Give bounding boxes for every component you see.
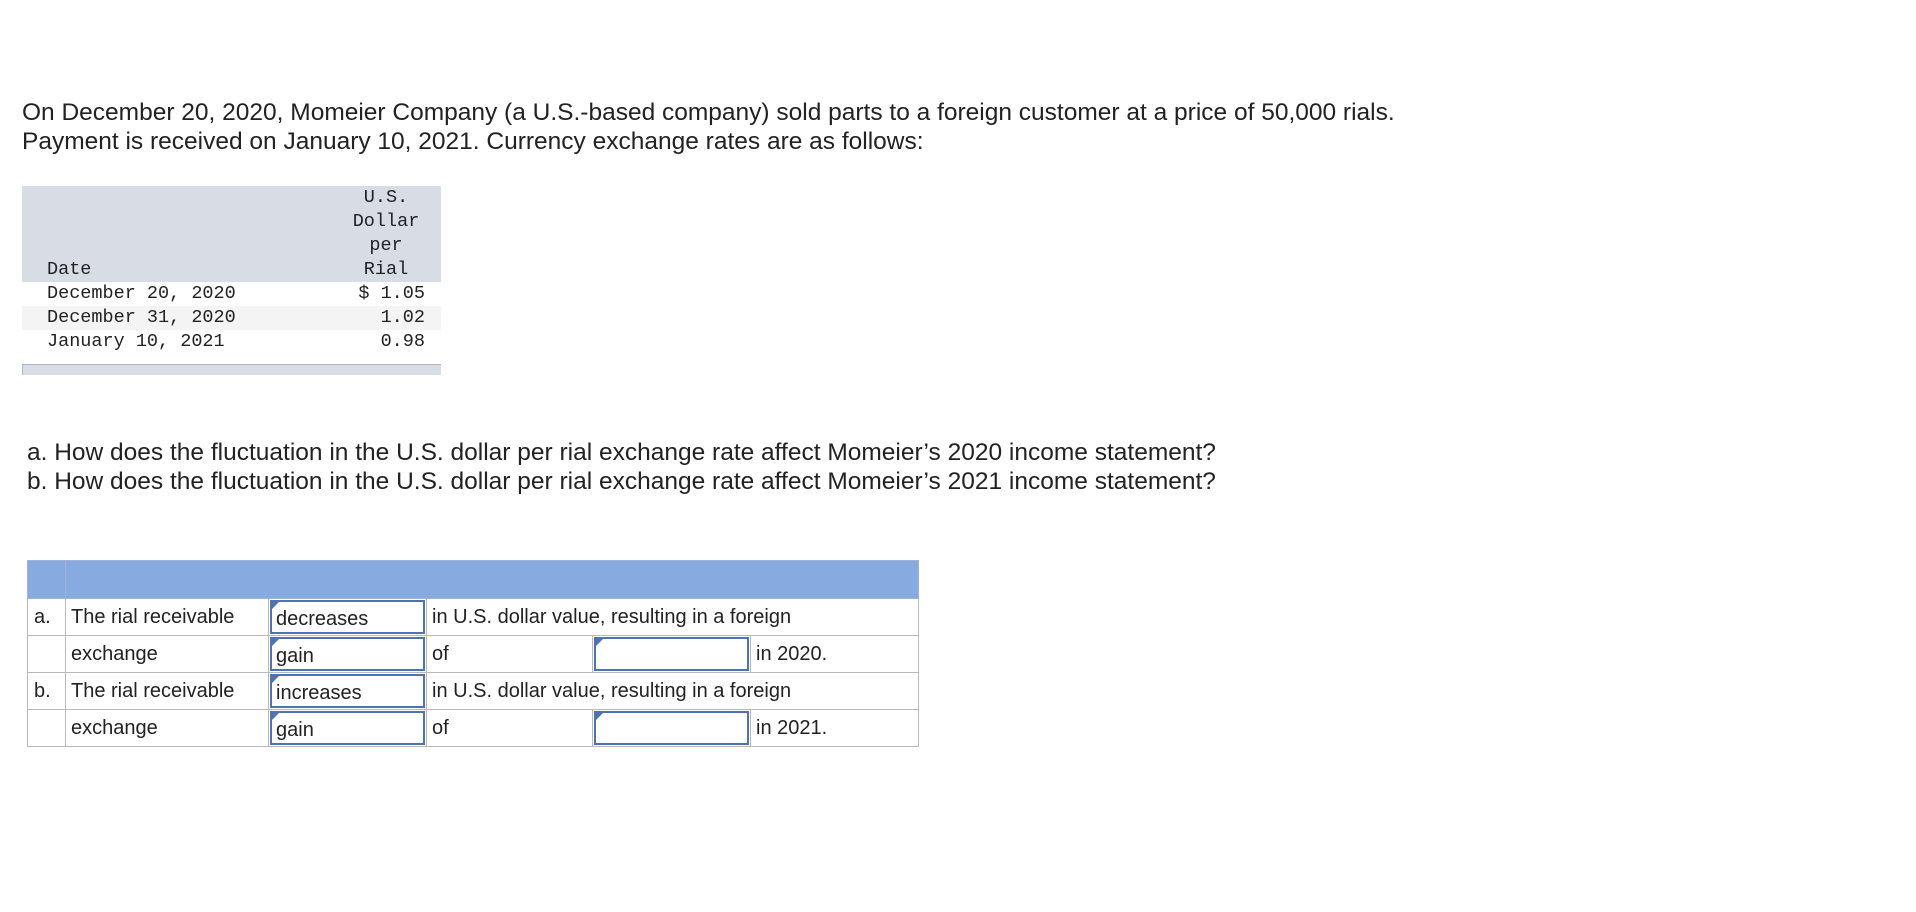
- row-label: exchange: [66, 636, 269, 673]
- rate-date: December 31, 2020: [47, 307, 236, 328]
- header-cell: [66, 561, 919, 599]
- input-cell: [593, 636, 751, 673]
- rate-value: 1.02: [380, 307, 425, 328]
- rate-date: January 10, 2021: [47, 331, 225, 352]
- select-cell: [269, 710, 427, 747]
- gain-loss-dropdown-b[interactable]: gain: [270, 711, 425, 745]
- exchange-rate-table-header: [22, 186, 441, 282]
- row-suffix: in 2021.: [751, 710, 919, 747]
- row-marker: [28, 636, 66, 673]
- rate-value: 0.98: [380, 331, 425, 352]
- exchange-rate-table-footer: [22, 364, 441, 375]
- date-column-header: Date: [47, 259, 92, 280]
- row-text: in U.S. dollar value, resulting in a foreign: [427, 599, 919, 636]
- amount-input-2020[interactable]: [594, 637, 749, 671]
- row-text: of: [427, 710, 593, 747]
- answer-table-header: [28, 561, 919, 599]
- gain-loss-dropdown-a[interactable]: gain: [270, 637, 425, 671]
- answer-table: [27, 560, 919, 747]
- row-label: The rial receivable: [66, 673, 269, 710]
- table-row: [28, 636, 919, 673]
- rate-header-line: Rial: [363, 259, 409, 280]
- table-row: [28, 710, 919, 747]
- row-marker: b.: [28, 673, 66, 710]
- row-suffix: in 2020.: [751, 636, 919, 673]
- input-cell: [593, 710, 751, 747]
- rate-date: December 20, 2020: [47, 283, 236, 304]
- change-direction-dropdown-a[interactable]: decreases: [270, 600, 425, 634]
- row-text: of: [427, 636, 593, 673]
- table-row: [22, 282, 441, 306]
- row-marker: [28, 710, 66, 747]
- exchange-rate-table: [22, 186, 441, 375]
- row-label: exchange: [66, 710, 269, 747]
- rate-header-line: U.S.: [363, 187, 409, 208]
- problem-statement: [22, 98, 1395, 156]
- rate-header-line: Dollar: [352, 211, 420, 232]
- table-row: [22, 330, 441, 354]
- problem-line-1: On December 20, 2020, Momeier Company (a U.S.-based company) sold parts to a foreign customer at a price of 50,000 rials.: [22, 99, 1395, 126]
- table-row: [28, 599, 919, 636]
- select-cell: [269, 636, 427, 673]
- questions: [27, 438, 1216, 496]
- problem-line-2: Payment is received on January 10, 2021. Currency exchange rates are as follows:: [22, 128, 924, 155]
- amount-input-2021[interactable]: [594, 711, 749, 745]
- select-cell: [269, 673, 427, 710]
- rate-column-header: [341, 186, 431, 282]
- rate-value: $ 1.05: [358, 283, 425, 304]
- rate-header-line: per: [369, 235, 403, 256]
- row-text: in U.S. dollar value, resulting in a foreign: [427, 673, 919, 710]
- select-cell: [269, 599, 427, 636]
- question-b: b. How does the fluctuation in the U.S. dollar per rial exchange rate affect Momeier’s 2021 income statement?: [27, 468, 1216, 495]
- question-a: a. How does the fluctuation in the U.S. dollar per rial exchange rate affect Momeier’s 2020 income statement?: [27, 439, 1216, 466]
- row-marker: a.: [28, 599, 66, 636]
- header-cell: [28, 561, 66, 599]
- row-label: The rial receivable: [66, 599, 269, 636]
- change-direction-dropdown-b[interactable]: increases: [270, 674, 425, 708]
- table-row: [22, 306, 441, 330]
- table-row: [28, 673, 919, 710]
